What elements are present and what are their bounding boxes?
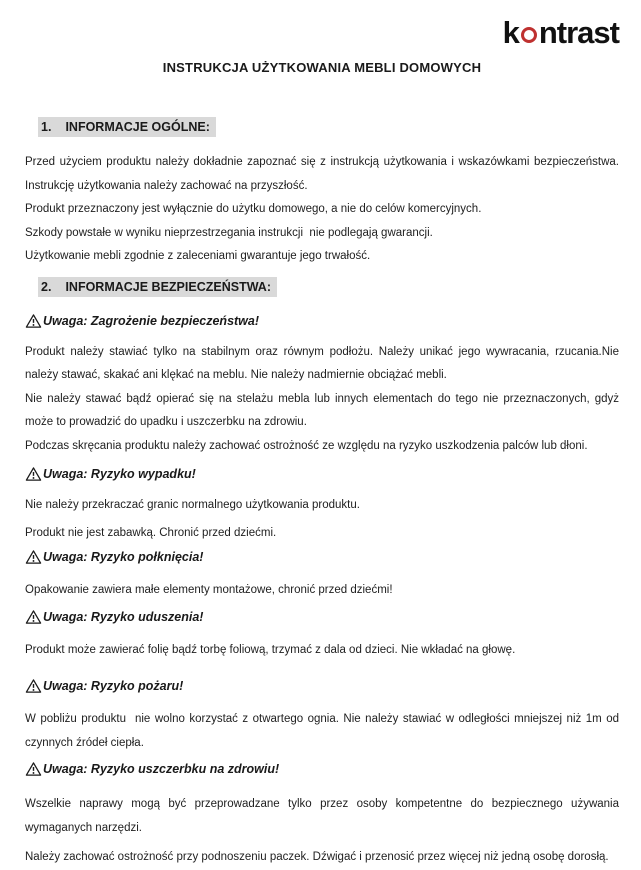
logo-text-ntrast: ntrast [538,14,619,50]
paragraph-frame: Nie należy stawać bądź opierać się na stelażu mebla lub innych elementach do tego nie przeznaczonych, gdyż może to prowadzić do upadku i uszczerbku na zdrowiu. [25,392,623,428]
warning-fire-risk [25,676,619,696]
warning-label: Uwaga: Ryzyko uszczerbku na zdrowiu! [43,762,280,776]
paragraph-lifting: Należy zachować ostrożność przy podnoszeniu paczek. Dźwigać i przenosić przez więcej niż jedną osobę dorosłą. [25,851,609,863]
paragraph-assembly-caution: Podczas skręcania produktu należy zachować ostrożność ze względu na ryzyko uszkodzenia palców lub dłoni. [25,439,588,452]
paragraph-general-2: Produkt przeznaczony jest wyłącznie do użytku domowego, a nie do celów komercyjnych. [25,203,482,215]
paragraph-general-3: Szkody powstałe w wyniku nieprzestrzegania instrukcji nie podlegają gwarancji. [25,226,433,239]
warning-triangle-icon [25,761,42,777]
kontrast-logo [502,14,619,50]
logo-row [25,14,619,50]
section-2-label: INFORMACJE BEZPIECZEŃSTWA: [65,279,271,294]
warning-triangle-icon [25,466,42,482]
warning-triangle-icon [25,678,42,694]
section-heading-1 [38,117,619,137]
logo-o-ring-icon [521,27,537,43]
warning-accident-risk [25,464,619,484]
warning-swallowing-risk [25,547,619,567]
warning-health-risk [25,759,619,779]
warning-triangle-icon [25,549,42,565]
paragraph-foil-bag: Produkt może zawierać folię bądź torbę foliową, trzymać z dala od dzieci. Nie wkładać na głowę. [25,643,516,656]
section-heading-1-highlight [38,117,216,137]
warning-suffocation-risk [25,607,619,627]
paragraph-general-4: Użytkowanie mebli zgodnie z zaleceniami gwarantuje jego trwałość. [25,250,371,262]
section-1-number: 1. [41,120,52,134]
warning-label: Uwaga: Ryzyko wypadku! [43,467,196,481]
section-1-label: INFORMACJE OGÓLNE: [65,120,210,134]
warning-label: Uwaga: Ryzyko pożaru! [43,679,184,693]
page-title: INSTRUKCJA UŻYTKOWANIA MEBLI DOMOWYCH [162,60,482,75]
paragraph-stability: Produkt należy stawiać tylko na stabilnym oraz równym podłożu. Należy unikać jego wywracania, rzucania.Nie należy stawać, skakać ani klękać na meblu. Nie należy nadmiernie obciążać mebli. [25,345,623,381]
warning-label: Uwaga: Zagrożenie bezpieczeństwa! [43,313,260,328]
section-heading-2-highlight [38,277,277,297]
paragraph-open-fire: W pobliżu produktu nie wolno korzystać z otwartego ognia. Nie należy stawiać w odległości mniejszej niż 1m od czynnych źródeł ciepła. [25,713,623,749]
paragraph-small-parts: Opakowanie zawiera małe elementy montażowe, chronić przed dziećmi! [25,584,393,596]
warning-triangle-icon [25,609,42,625]
logo-text-k: k [502,14,519,50]
warning-label: Uwaga: Ryzyko uduszenia! [43,609,204,624]
section-heading-2 [38,277,619,297]
paragraph-normal-use: Nie należy przekraczać granic normalnego użytkowania produktu. [25,499,360,511]
paragraph-general-1: Przed użyciem produktu należy dokładnie zapoznać się z instrukcją użytkowania i wskazówkami bezpieczeństwa. Instrukcję użytkowania należy zachować na przyszłość. [25,156,623,192]
warning-label: Uwaga: Ryzyko połknięcia! [43,550,204,564]
paragraph-not-a-toy: Produkt nie jest zabawką. Chronić przed dziećmi. [25,526,277,539]
paragraph-repairs: Wszelkie naprawy mogą być przeprowadzane tylko przez osoby kompetentne do bezpiecznego używania wymaganych narzędzi. [25,798,623,834]
warning-safety-hazard [25,311,619,331]
section-2-number: 2. [41,279,52,294]
warning-triangle-icon [25,313,42,329]
